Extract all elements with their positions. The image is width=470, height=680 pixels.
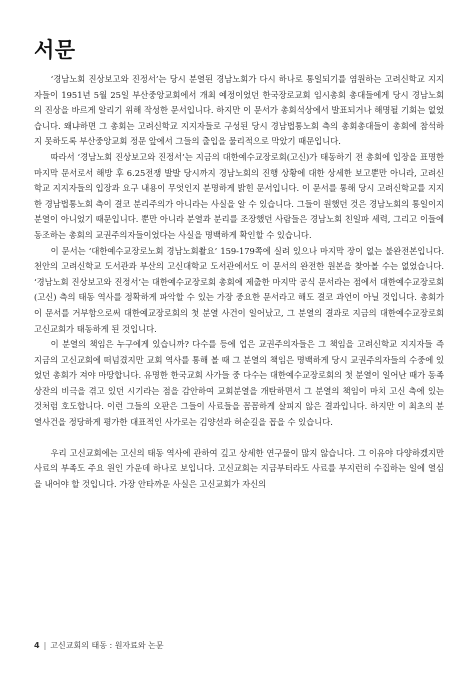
page-footer	[34, 640, 164, 651]
page-number: 4	[34, 641, 40, 650]
paragraph-5: 우리 고신교회에는 고신의 태동 역사에 관하여 깊고 상세한 연구물이 많지 않습니다. 그 이유야 다양하겠지만 사료의 부족도 주요 원인 가운데 하나로 보입니다. 고신교회는 지금부터라도 사료를 부지런히 수집하는 일에 열심을 내어야 할 것입니다. 가장 안타까운 사실은 고신교회가 자신의	[34, 447, 444, 489]
footer-separator: |	[43, 641, 47, 650]
paragraph-3: 이 문서는 ‘대한예수교장로노회 경남노회촬요’ 159-179쪽에 실려 있으나 마지막 장이 없는 불완전본입니다. 천안의 고려신학교 도서관과 부산의 고신대학교 도서관에서도 이 문서의 완전한 원본을 찾아볼 수는 없었습니다. ‘경남노회 진상보고와 진정서’는 대한예수교장로회 총회에 제출한 마지막 공식 문서라는 점에서 대한예수교장로회(고신) 측의 태동 역사를 정확하게 파악할 수 있는 가장 중요한 문서라고 해도 결코 과언이 아닐 것입니다. 총회가 이 문서를 거부함으로써 대한예교장로회의 첫 분열 사건이 일어났고, 그 분열의 결과로 지금의 대한예수교장로회 고신교회가 태동하게 된 것입니다.	[34, 245, 444, 334]
running-title: 고신교회의 태동 : 원자료와 논문	[50, 641, 164, 650]
paragraph-2: 따라서 ‘경남노회 진상보고와 진정서’는 지금의 대한예수교장로회(고신)가 태동하기 전 총회에 입장을 표명한 마지막 문서로서 해방 후 6.25전쟁 발발 당시까지 경남노회의 진행 상황에 대한 상세한 보고뿐만 아니라, 고려신학교 지지자들의 입장과 요구 내용이 무엇인지 분명하게 밝힌 문서입니다. 이 문서를 통해 당시 고려신학교를 지지한 경남법통노회 측이 결코 분리주의가 아니라는 사실을 알 수 있습니다. 그들이 원했던 것은 경남노회의 통일이지 분열이 아니었기 때문입니다. 뿐만 아니라 분열과 분리를 조장했던 사람들은 경남노회 친일파 세력, 그리고 이들에 동조하는 총회의 교권주의자들이었다는 사실을 명백하게 확인할 수 있습니다.	[34, 151, 444, 240]
paragraph-4: 이 분열의 책임은 누구에게 있습니까? 다수를 등에 업은 교권주의자들은 그 책임을 고려신학교 지지자들 즉 지금의 고신교회에 떠넘겼지만 교회 역사를 통해 볼 때 그 분열의 책임은 명백하게 당시 교권주의자들의 수중에 있었던 총회가 져야 마땅합니다. 유명한 한국교회 사가들 중 다수는 대한예수교장로회의 첫 분열이 일어난 때가 동족상잔의 비극을 겪고 있던 시기라는 점을 감안하여 교회분열을 개탄하면서 그 분열의 책임이 마치 고신 측에 있는 것처럼 호도합니다. 이런 그들의 오판은 그들이 사료들을 꼼꼼하게 살피지 않은 결과입니다. 하지만 이 최초의 분열사건을 정당하게 평가한 대표적인 사가로는 김양선과 허순길을 꼽을 수 있습니다.	[34, 339, 444, 428]
body-text	[34, 72, 444, 492]
paragraph-1: ‘경남노회 진상보고와 진정서’는 당시 분열된 경남노회가 다시 하나로 통일되기를 염원하는 고려신학교 지지자들이 1951년 5월 25일 부산중앙교회에서 개최 예정이었던 한국장로교회 임시총회 총대들에게 당시 경남노회의 진상을 바르게 알리기 위해 작성한 문서입니다. 하지만 이 문서가 총회석상에서 발표되거나 해명될 기회는 없었습니다. 왜냐하면 그 총회는 고려신학교 지지자들로 구성된 당시 경남법통노회 측의 총회총대들이 총회에 참석하지 못하도록 부산중앙교회 정문 앞에서 그들의 출입을 물리적으로 막았기 때문입니다.	[34, 74, 444, 147]
page-title: 서문	[34, 38, 76, 62]
